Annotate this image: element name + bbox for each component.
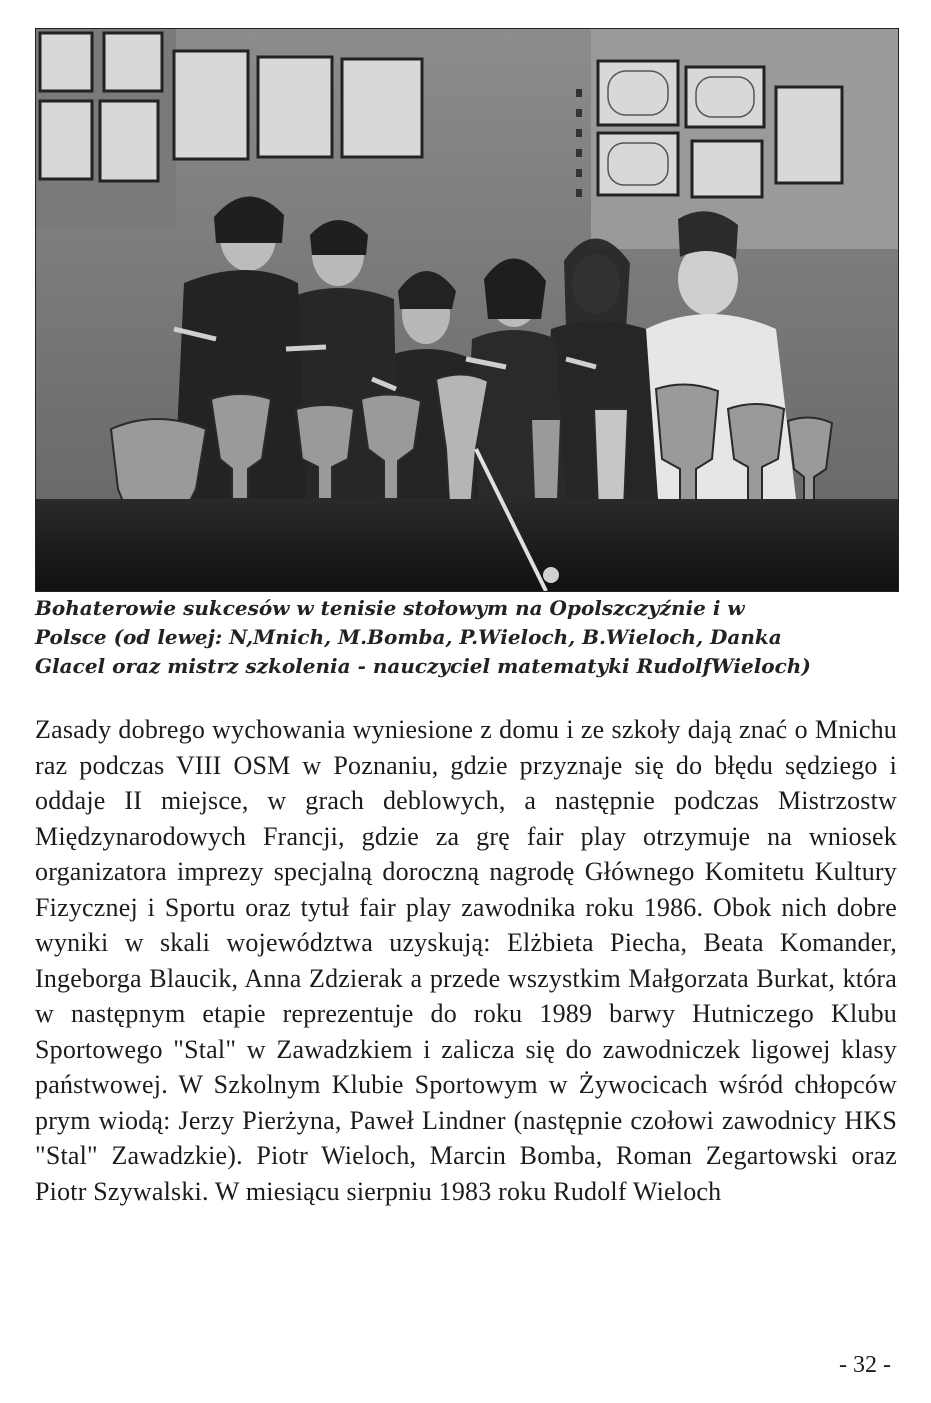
photo-caption (35, 594, 897, 681)
body-paragraph: Zasady dobrego wychowania wyniesione z domu i ze szkoły dają znać o Mnichu raz podczas VIII OSM w Poznaniu, gdzie przyznaje się do błędu sędziego i oddaje II miejsce, w grach deblowych, a następnie podczas Mistrzostw Międzynarodowych Francji, gdzie za grę fair play otrzymuje na wniosek organizatora imprezy specjalną doroczną nagrodę Głównego Komitetu Kultury Fizycznej i Sportu oraz tytuł fair play zawodnika roku 1986. Obok nich dobre wyniki w skali województwa uzyskują: Elżbieta Piecha, Beata Komander, Ingeborga Blaucik, Anna Zdzierak a przede wszystkim Małgorzata Burkat, która w następnym etapie reprezentuje do roku 1989 barwy Hutniczego Klubu Sportowego "Stal" w Zawadzkiem i zalicza się do zawodniczek ligowej klasy państwowej. W Szkolnym Klubie Sportowym w Żywocicach wśród chłopców prym wiodą: Jerzy Pierżyna, Paweł Lindner (następnie czołowi zawodnicy HKS "Stal" Zawadzkie). Piotr Wieloch, Marcin Bomba, Roman Zegartowski oraz Piotr Szywalski. W miesiącu sierpniu 1983 roku Rudolf Wieloch (35, 715, 897, 1206)
caption-line: Glacel oraz mistrz szkolenia - nauczyciel matematyki RudolfWieloch) (35, 654, 811, 678)
caption-line: Bohaterowie sukcesów w tenisie stołowym na Opolszczyźnie i w (35, 596, 745, 620)
team-photo (35, 28, 899, 592)
page-number: - 32 - (839, 1352, 891, 1378)
caption-line: Polsce (od lewej: N,Mnich, M.Bomba, P.Wieloch, B.Wieloch, Danka (35, 625, 782, 649)
team-photo-illustration (36, 29, 898, 591)
body-text (35, 712, 897, 1209)
